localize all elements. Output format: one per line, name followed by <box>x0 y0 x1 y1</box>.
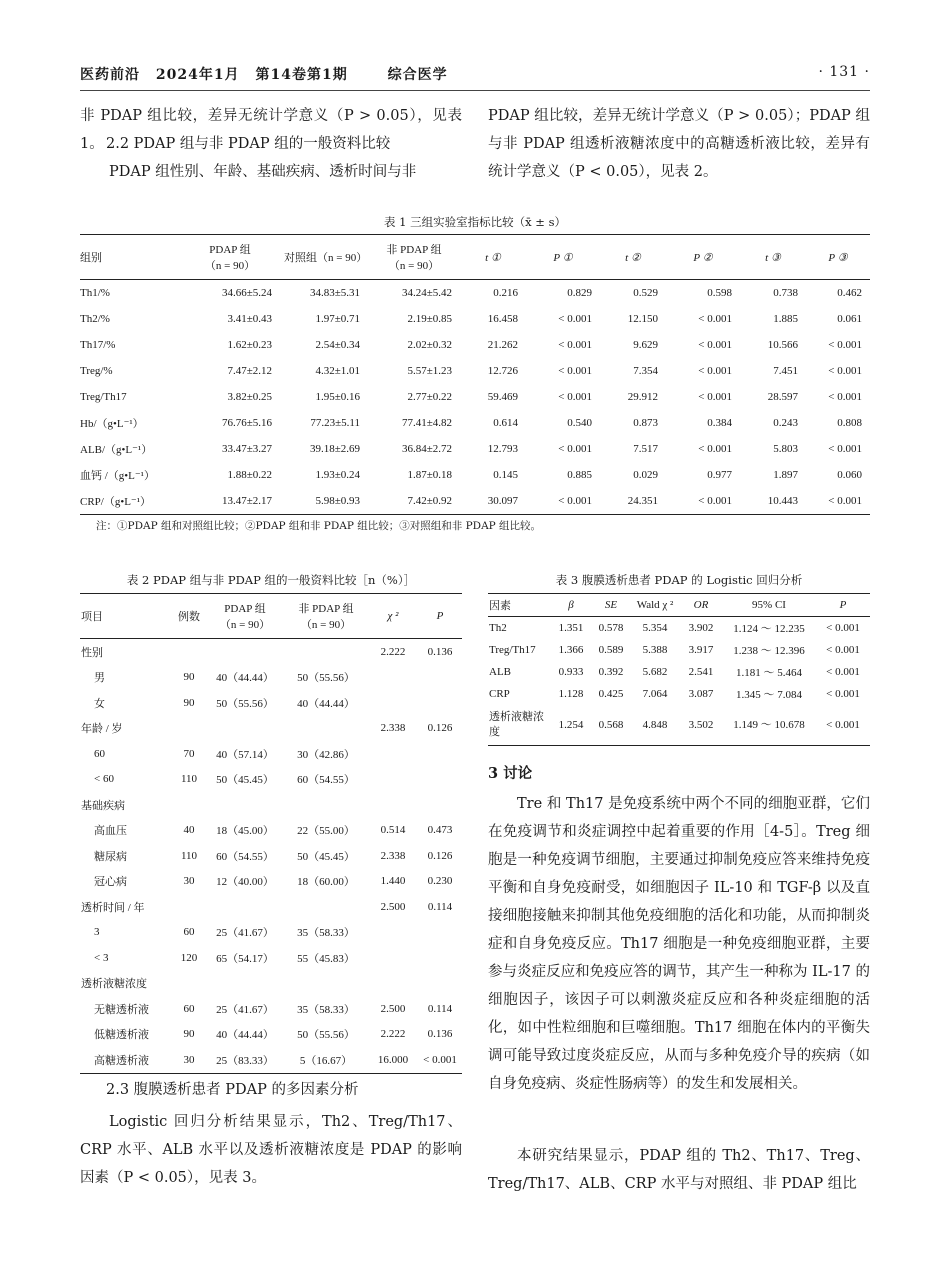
table3 <box>488 593 870 746</box>
table-row: Hb/（g•L⁻¹） 76.76±5.16 77.23±5.11 77.41±4.82 0.614 0.540 0.873 0.384 0.243 0.808 <box>80 417 862 430</box>
table1-header: P ② <box>693 251 713 264</box>
table-row: < 3 120 65（54.17） 55（45.83） <box>94 951 355 965</box>
table2-header: 例数 <box>178 611 200 623</box>
discussion-para-1: Tre 和 Th17 是免疫系统中两个不同的细胞亚群，它们在免疫调节和炎症调控中起着重要的作用［4-5］。Treg 细胞是一种免疫调节细胞，主要通过抑制免疫应答来维持免疫平衡和自身免疫耐受，如细胞因子 IL-10 和 TGF-β 以及直接细胞接触来抑制其他免疫细胞的活化和功能，从而抑制炎症和自身免疫反应。Th17 细胞是一种免疫细胞亚群，主要参与炎症反应和免疫应答的调节，其产生一种称为 IL-17 的细胞因子，该因子可以刺激炎症反应和各种炎症细胞的活化，如中性粒细胞和巨噬细胞。Th17 细胞在体内的平衡失调可能导致过度炎症反应，从而与多种免疫介导的疾病（如自身免疫病、炎症性肠病等）的发生和发展相关。 <box>488 796 870 1092</box>
table-row: 3 60 25（41.67） 35（58.33） <box>94 926 355 940</box>
table3-header: P <box>839 599 847 611</box>
page-number: · 131 · <box>818 64 870 80</box>
table3-header: OR <box>693 599 709 611</box>
table2-header: 项目 <box>81 611 103 623</box>
section-2-3-heading: 2.3 腹膜透析患者 PDAP 的多因素分析 <box>106 1082 359 1098</box>
table-row: 透析液糖浓度 <box>81 978 147 991</box>
table-row: 冠心病 30 12（40.00） 18（60.00） 1.440 0.230 <box>94 875 453 889</box>
table-row: Th2 1.351 0.578 5.354 3.902 1.124 ～ 12.235 < 0.001 <box>489 622 860 635</box>
section-2-2-para: PDAP 组性别、年龄、基础疾病、透析时间与非 <box>109 164 417 180</box>
table-row: 血钙 /（g•L⁻¹） 1.88±0.22 1.93±0.24 1.87±0.18 0.145 0.885 0.029 0.977 1.897 0.060 <box>80 469 862 482</box>
table3-header: β <box>568 599 574 611</box>
table-row: 糖尿病 110 60（54.55） 50（45.45） 2.338 0.126 <box>94 849 453 863</box>
volume-issue: 第14卷第1期 <box>255 67 348 83</box>
table-row: 低糖透析液 90 40（44.44） 50（55.56） 2.222 0.136 <box>94 1028 453 1042</box>
table-row: CRP/（g•L⁻¹） 13.47±2.17 5.98±0.93 7.42±0.92 30.097 < 0.001 24.351 < 0.001 10.443 < 0.001 <box>80 495 862 508</box>
table1-header-row <box>80 235 870 280</box>
table1-header: PDAP 组 （n = 90） <box>204 244 256 272</box>
section-2-2-heading: 2.2 PDAP 组与非 PDAP 组的一般资料比较 <box>106 136 391 152</box>
left-continuation: 非 PDAP 组比较，差异无统计学意义（P > 0.05），见表 1。 <box>80 108 462 152</box>
section-name: 综合医学 <box>387 67 448 83</box>
table-row: CRP 1.128 0.425 7.064 3.087 1.345 ～ 7.084 < 0.001 <box>489 688 860 701</box>
table2 <box>80 593 462 1074</box>
table1-header: P ③ <box>828 251 848 264</box>
table2-header: 非 PDAP 组 （n = 90） <box>298 603 354 631</box>
table-row: ALB 0.933 0.392 5.682 2.541 1.181 ～ 5.464 < 0.001 <box>489 666 860 679</box>
table1-header: t ② <box>625 251 641 264</box>
table2-header: P <box>436 610 444 622</box>
section-3-heading: 3 讨论 <box>488 765 533 782</box>
table1-header: P ① <box>553 251 573 264</box>
table-row: 高血压 40 18（45.00） 22（55.00） 0.514 0.473 <box>94 824 453 838</box>
table3-caption: 表 3 腹膜透析患者 PDAP 的 Logistic 回归分析 <box>555 573 803 587</box>
table-row: Th17/% 1.62±0.23 2.54±0.34 2.02±0.32 21.262 < 0.001 9.629 < 0.001 10.566 < 0.001 <box>80 339 862 351</box>
journal-name: 医药前沿 <box>80 67 140 83</box>
table2-header: χ ² <box>387 610 399 622</box>
section-2-3-para: Logistic 回归分析结果显示，Th2、Treg/Th17、CRP 水平、ALB 水平以及透析液糖浓度是 PDAP 的影响因素（P < 0.05），见表 3。 <box>80 1114 462 1186</box>
table-row: 男 90 40（44.44） 50（55.56） <box>94 671 355 685</box>
table-row: 女 90 50（55.56） 40（44.44） <box>94 696 355 710</box>
table1-header: t ③ <box>765 251 781 264</box>
table-row: 基础疾病 <box>81 799 125 812</box>
issue-date: 2024年1月 <box>155 67 240 83</box>
table-row: 透析液糖浓度 1.254 0.568 4.848 3.502 1.149 ～ 10.678 < 0.001 <box>489 711 860 738</box>
table-row: 性别 2.222 0.136 <box>81 645 453 659</box>
table3-header: Wald χ ² <box>636 599 674 611</box>
header-rule <box>80 90 870 91</box>
table-row: 无糖透析液 60 25（41.67） 35（58.33） 2.500 0.114 <box>94 1002 453 1016</box>
table-row: 高糖透析液 30 25（83.33） 5（16.67） 16.000 < 0.001 <box>94 1053 457 1067</box>
table-row: Treg/% 7.47±2.12 4.32±1.01 5.57±1.23 12.726 < 0.001 7.354 < 0.001 7.451 < 0.001 <box>80 365 862 377</box>
table2-header: PDAP 组 （n = 90） <box>219 603 271 631</box>
table-row: < 60 110 50（45.45） 60（54.55） <box>94 773 355 787</box>
table-row: Treg/Th17 1.366 0.589 5.388 3.917 1.238 ～ 12.396 < 0.001 <box>489 644 860 657</box>
table3-header-row <box>488 594 870 617</box>
table2-caption: 表 2 PDAP 组与非 PDAP 组的一般资料比较［n（%）］ <box>126 573 416 587</box>
table1-caption: 表 1 三组实验室指标比较（x̄ ± s） <box>384 215 566 229</box>
table-row: Th1/% 34.66±5.24 34.83±5.31 34.24±5.42 0.216 0.829 0.529 0.598 0.738 0.462 <box>80 287 862 299</box>
table-row: Th2/% 3.41±0.43 1.97±0.71 2.19±0.85 16.458 < 0.001 12.150 < 0.001 1.885 0.061 <box>80 313 862 325</box>
discussion-para-2: 本研究结果显示，PDAP 组的 Th2、Th17、Treg、Treg/Th17、ALB、CRP 水平与对照组、非 PDAP 组比 <box>488 1148 870 1192</box>
table3-header: SE <box>604 599 618 611</box>
table1-header: 组别 <box>80 252 102 264</box>
table1-note: 注：①PDAP 组和对照组比较；②PDAP 组和非 PDAP 组比较；③对照组和非 PDAP 组比较。 <box>96 520 542 532</box>
table-row: 透析时间 / 年 2.500 0.114 <box>81 900 453 914</box>
table1-header: t ① <box>485 251 501 264</box>
table3-header: 95% CI <box>752 599 786 611</box>
table2-header-row <box>80 594 462 639</box>
table1 <box>80 234 870 515</box>
table3-header: 因素 <box>489 600 511 612</box>
table-row: ALB/（g•L⁻¹） 33.47±3.27 39.18±2.69 36.84±2.72 12.793 < 0.001 7.517 < 0.001 5.803 < 0.001 <box>80 443 862 456</box>
table-row: 年龄 / 岁 2.338 0.126 <box>81 722 453 736</box>
table-row: Treg/Th17 3.82±0.25 1.95±0.16 2.77±0.22 59.469 < 0.001 29.912 < 0.001 28.597 < 0.001 <box>80 391 862 403</box>
table1-header: 非 PDAP 组 （n = 90） <box>386 244 442 272</box>
table-row: 60 70 40（57.14） 30（42.86） <box>94 747 355 761</box>
table1-header: 对照组（n = 90） <box>284 252 368 264</box>
right-top-para: PDAP 组比较，差异无统计学意义（P > 0.05）；PDAP 组与非 PDAP 组透析液糖浓度中的高糖透析液比较，差异有统计学意义（P < 0.05），见表 2。 <box>488 108 870 180</box>
running-header <box>80 64 870 84</box>
